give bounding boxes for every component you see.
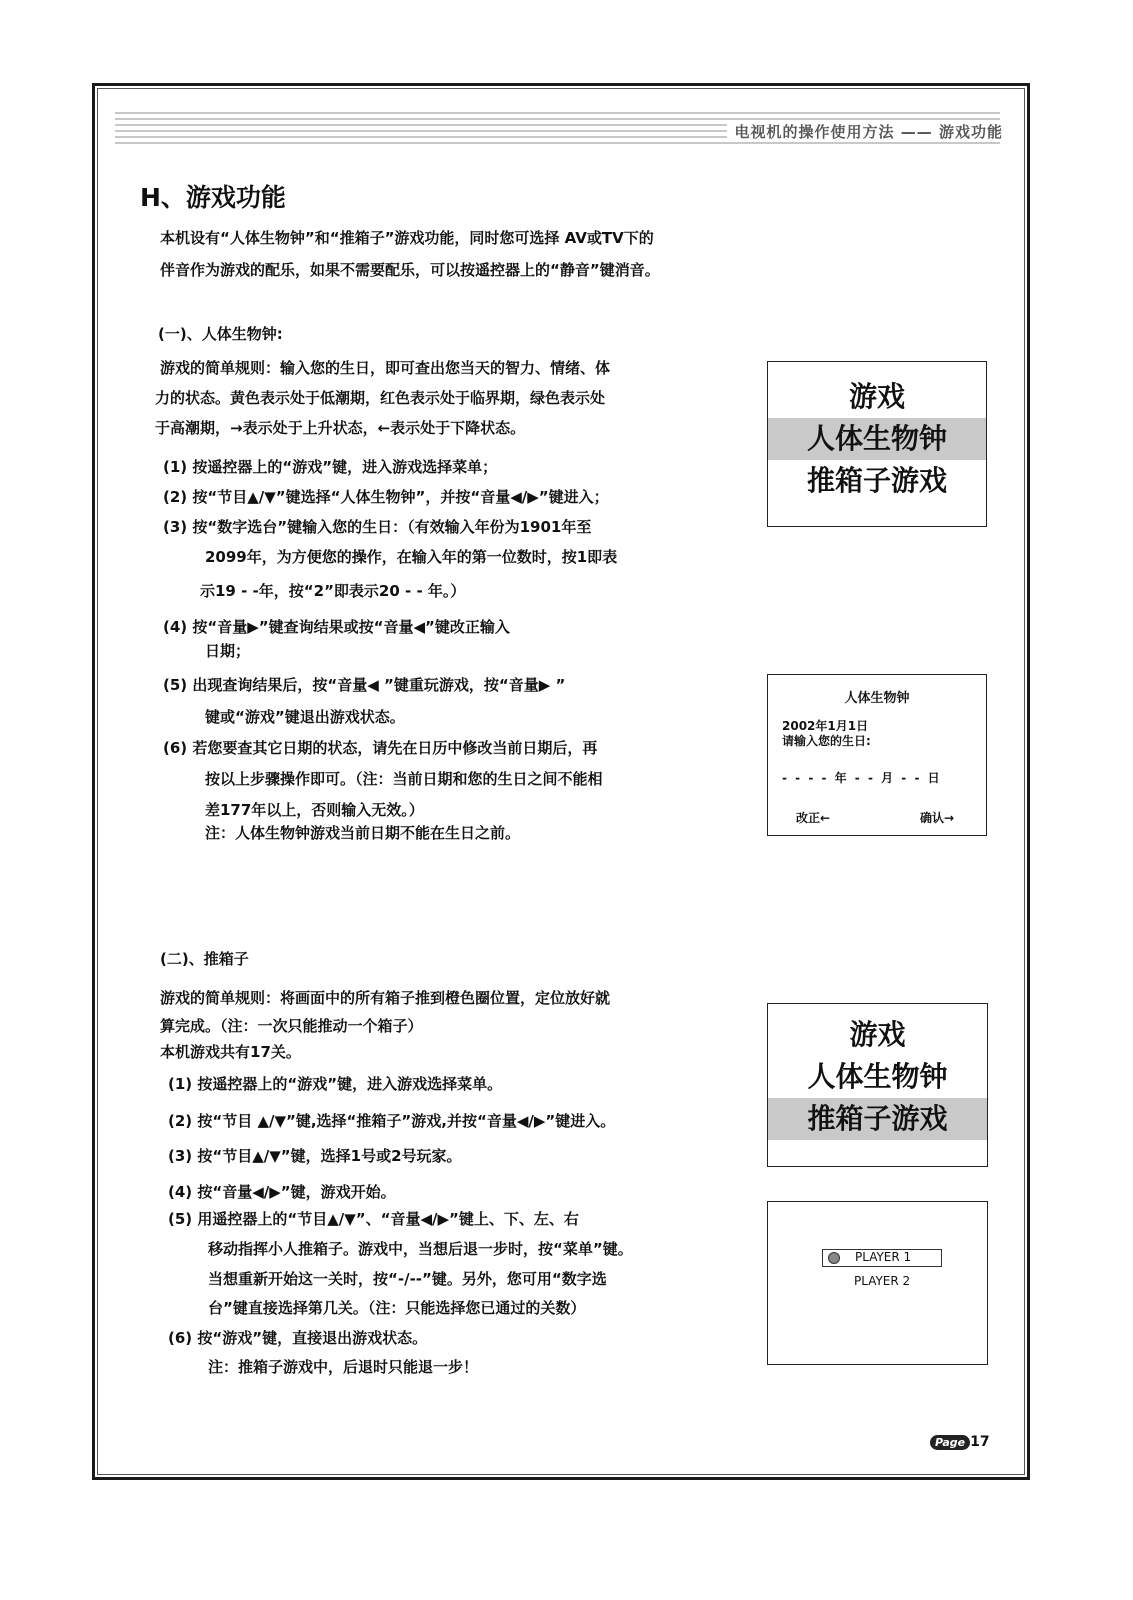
bio-rule-3: 于高潮期，→表示处于上升状态，←表示处于下降状态。	[155, 419, 526, 437]
bio-rule-1: 游戏的简单规则：输入您的生日，即可查出您当天的智力、情绪、体	[160, 359, 611, 377]
bio-rule-2: 力的状态。黄色表示处于低潮期，红色表示处于临界期，绿色表示处	[155, 389, 606, 407]
bio-step-6-cont-1: 按以上步骤操作即可。（注：当前日期和您的生日之间不能相	[205, 770, 603, 788]
bio-heading: (一)、人体生物钟:	[158, 325, 283, 343]
menu-item-sokoban-selected: 推箱子游戏	[768, 1098, 987, 1140]
push-step-4: (4) 按“音量◀/▶”键，游戏开始。	[168, 1183, 396, 1201]
birthday-input: - - - - 年 - - 月 - - 日	[782, 771, 942, 785]
menu-item-game: 游戏	[849, 1018, 906, 1051]
push-step-5-cont-1: 移动指挥小人推箱子。游戏中，当想后退一步时，按“菜单”键。	[208, 1240, 633, 1258]
bio-step-4: (4) 按“音量▶”键查询结果或按“音量◀”键改正输入	[163, 618, 510, 636]
push-rule-2: 算完成。（注：一次只能推动一个箱子）	[160, 1017, 423, 1035]
game-menu-screen-2	[767, 1003, 988, 1167]
bio-note: 注：人体生物钟游戏当前日期不能在生日之前。	[205, 824, 521, 842]
bio-step-6: (6) 若您要查其它日期的状态，请先在日历中修改当前日期后，再	[163, 739, 598, 757]
menu-item-game: 游戏	[848, 380, 905, 413]
selection-dot-icon	[828, 1252, 840, 1264]
push-step-5-cont-2: 当想重新开始这一关时，按“-/--”键。另外，您可用“数字选	[208, 1270, 607, 1288]
player-1-option	[822, 1249, 942, 1267]
bio-step-5-cont: 键或“游戏”键退出游戏状态。	[205, 708, 405, 726]
bio-screen-title: 人体生物钟	[844, 691, 910, 706]
section-title: H、游戏功能	[140, 183, 286, 212]
intro-line-2: 伴音作为游戏的配乐，如果不需要配乐，可以按遥控器上的“静音”键消音。	[160, 261, 660, 279]
menu-item-sokoban: 推箱子游戏	[806, 464, 947, 497]
push-step-3: (3) 按“节目▲/▼”键，选择1号或2号玩家。	[168, 1147, 462, 1165]
fix-label: 改正←	[796, 811, 831, 825]
menu-item-biorhythm-selected: 人体生物钟	[768, 418, 986, 460]
bio-step-1: (1) 按遥控器上的“游戏”键，进入游戏选择菜单；	[163, 458, 498, 476]
bio-screen-prompt: 请输入您的生日:	[782, 734, 871, 748]
menu-item-biorhythm: 人体生物钟	[807, 1060, 948, 1093]
page-number-value: 17	[970, 1434, 990, 1450]
running-header: 电视机的操作使用方法 —— 游戏功能	[727, 121, 1003, 142]
push-rule-1: 游戏的简单规则：将画面中的所有箱子推到橙色圈位置，定位放好就	[160, 989, 611, 1007]
bio-step-3: (3) 按“数字选台”键输入您的生日：（有效输入年份为1901年至	[163, 518, 592, 536]
biorhythm-input-screen	[767, 674, 987, 836]
player-2-option: PLAYER 2	[854, 1274, 911, 1288]
push-note: 注：推箱子游戏中，后退时只能退一步！	[208, 1358, 479, 1376]
bio-step-6-cont-2: 差177年以上，否则输入无效。）	[205, 801, 424, 819]
bio-step-5: (5) 出现查询结果后，按“音量◀ ”键重玩游戏，按“音量▶ ”	[163, 676, 566, 694]
bio-screen-date: 2002年1月1日	[782, 719, 869, 733]
bio-step-4-cont: 日期；	[205, 642, 251, 660]
push-step-1: (1) 按遥控器上的“游戏”键，进入游戏选择菜单。	[168, 1075, 503, 1093]
push-step-2: (2) 按“节目 ▲/▼”键,选择“推箱子”游戏,并按“音量◀/▶”键进入。	[168, 1112, 616, 1130]
player-1-label: PLAYER 1	[855, 1250, 912, 1264]
bio-step-3-cont-1: 2099年，为方便您的操作，在输入年的第一位数时，按1即表	[205, 548, 618, 566]
push-heading: (二)、推箱子	[160, 950, 249, 968]
intro-line-1: 本机设有“人体生物钟”和“推箱子”游戏功能，同时您可选择 AV或TV下的	[160, 229, 654, 247]
push-step-5-cont-3: 台”键直接选择第几关。（注：只能选择您已通过的关数）	[208, 1299, 586, 1317]
player-select-screen	[767, 1201, 988, 1365]
push-step-5: (5) 用遥控器上的“节目▲/▼”、“音量◀/▶”键上、下、左、右	[168, 1210, 579, 1228]
page-number	[930, 1434, 990, 1450]
page-label: Page	[930, 1435, 970, 1450]
bio-step-3-cont-2: 示19 - -年，按“2”即表示20 - - 年。）	[200, 582, 466, 600]
game-menu-screen-1	[767, 361, 987, 527]
confirm-label: 确认→	[919, 811, 954, 825]
bio-step-2: (2) 按“节目▲/▼”键选择“人体生物钟”，并按“音量◀/▶”键进入；	[163, 488, 609, 506]
push-step-6: (6) 按“游戏”键，直接退出游戏状态。	[168, 1329, 428, 1347]
push-rule-3: 本机游戏共有17关。	[160, 1043, 301, 1061]
